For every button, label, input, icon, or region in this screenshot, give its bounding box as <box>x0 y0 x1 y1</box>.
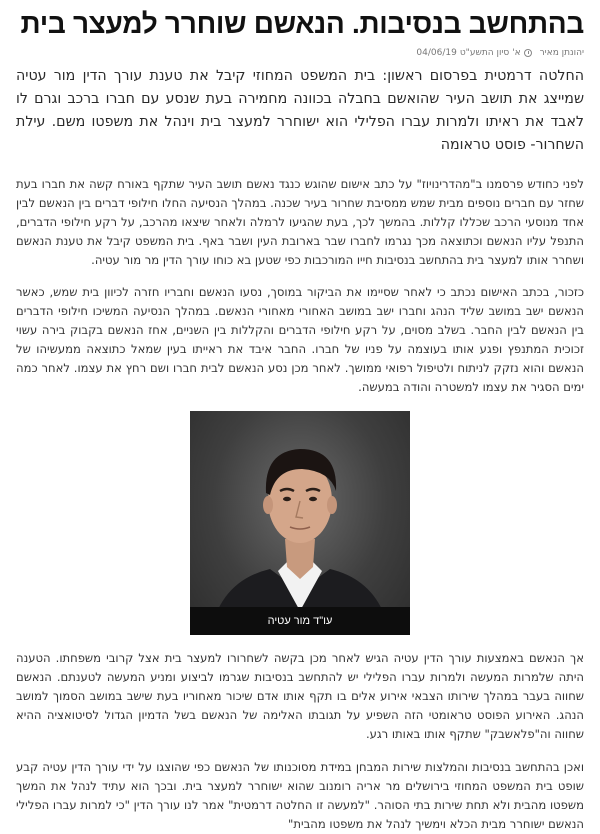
article-paragraph: לפני כחודש פרסמנו ב"מהדרינויוז" על כתב אישום שהוגש כנגד נאשם תושב העיר שתקף באורח קשה את חברו בעת שחזר עם חברים נוספים מבית שמש ממסיבת שחרור בעיר שכנה. במהלך הנסיעה החלו חילופי דברים בין הנאשם לבין אחד מנוסעי הרכב שכללו קללות. בהמשך לכך, בעת שהגיעו לרמלה ולאחר שיצאו מהרכב, על רקע חילופי הדברים, התנפל עליו הנאשם וכתוצאה מכך נגרמו לחברו שבר בארובת העין ושבר באף. בית המשפט קיבל את טענת הנאשם ושחרר אותו למעצר בית בהתחשב בנסיבות חייו המורכבות כפי שטען בא כוחו עורך הדין מר מור עטיה. <box>16 177 584 267</box>
article-lead: החלטה דרמטית בפרסום ראשון: בית המשפט המחוזי קיבל את טענת עורך הדין מור עטיה שמייצג את תושב העיר שהואשם בחבלה בכוונה מחמירה בעת שנסע עם חברו ברכב וגרם לו לאבד את ראיתו ולמרות עברו הפלילי הוא ישוחרר למעצר בית וינהל את משפטו משם. עילת השחרור- פוסט טראומה <box>16 68 584 153</box>
portrait-image <box>190 411 410 635</box>
article-paragraph: כזכור, בכתב האישום נכתב כי לאחר שסיימו את הביקור במוסך, נסעו הנאשם וחבריו חזרה לכיוון בית שמש, כאשר הנאשם ישב במושב שליד הנהג וחברו ישב במושב האחורי מאחורי הנאשם. במהלך הנסיעה המשיכו חילופי הדברים בין הנאשם לבין החבר. בשלב מסוים, על רקע חילופי הדברים והקללות בין השניים, אחז הנאשם בקבוק בירה עשוי זכוכית המתנפץ ופגע אותו בעוצמה על פניו של חברו. החבר איבד את ראייתו בעין שמאל כתוצאה ממעשיהו של הנאשם והוא נזקק לניתוח ולטיפול רפואי ממושך. לאחר מכן נסע הנאשם לבית חברו ושם רחץ את עצמו. לאחר כמה ימים הסגיר את עצמו למשטרה והודה במעשה. <box>16 285 584 394</box>
clock-icon <box>524 49 532 57</box>
article-paragraph: ואכן בהתחשב בנסיבות והמלצות שירות המבחן במידת מסוכנותו של הנאשם כפי שהוצגו על ידי עורך הדין עטיה קבע שופט בית המשפט המחוזי בירושלים מר אריה רומנוב שהוא ישוחרר למעצר בית. ובכך הוא עתיד לנהל את המשך משפטו מהבית ולא תחת שירות בתי הסוהר. "למעשה זו החלטה דרמטית" אמר לנו עורך הדין "כי למרות עברו הפלילי הנאשם ישוחרר מבית הכלא וימשיך לנהל את משפטו מהבית" <box>16 760 584 831</box>
photo-caption: עו"ד מור עטיה <box>190 607 410 635</box>
article-headline: בהתחשב בנסיבות. הנאשם שוחרר למעצר בית <box>20 8 584 39</box>
publish-date <box>416 48 531 58</box>
article-paragraph: אך הנאשם באמצעות עורך הדין עטיה הגיש לאחר מכן בקשה לשחרורו למעצר בית אצל קרובי משפחתו. הטענה היתה שלמרות המעשה ולמרות עברו הפלילי יש להתחשב בנסיבות שגרמו לביצוע ומניע המעשה לטענתם. הנאשם שחווה בעבר במהלך שירותו הצבאי אירוע אלים בו תקף אותו אדם שיכור מאחוריו בעת שישב במושב הסמוך למושב הנהג. האירוע הפוסט טראומטי הזה השפיע על תגובתו האלימה של הנאשם בשל הדמיון הגדול לסיטואציה ההיא שחווה וה"פלאשבק" שתקף אותו באותו רגע. <box>16 651 584 741</box>
author-name[interactable]: יהונתן מאיר <box>539 48 584 58</box>
hebrew-date: א' סיון התשע"ט <box>459 48 521 58</box>
article-meta <box>16 48 584 58</box>
lawyer-photo <box>190 411 410 635</box>
gregorian-date: 04/06/19 <box>416 48 457 58</box>
